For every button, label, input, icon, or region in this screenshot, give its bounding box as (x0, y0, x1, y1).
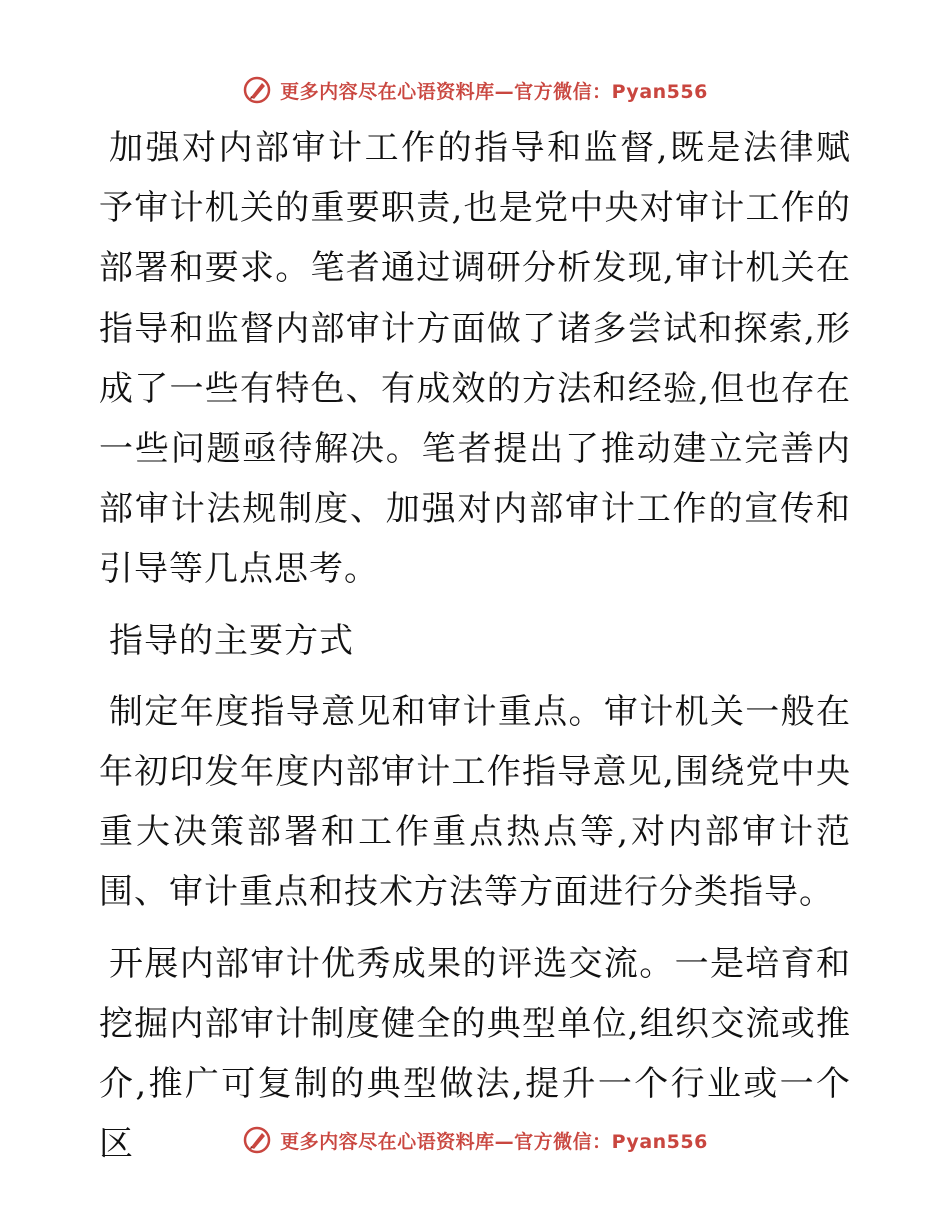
intro-paragraph: 加强对内部审计工作的指导和监督,既是法律赋予审计机关的重要职责,也是党中央对审计工作的部署和要求。笔者通过调研分析发现,审计机关在指导和监督内部审计方面做了诸多尝试和探索,形成了一些有特色、有成效的方法和经验,但也存在一些问题亟待解决。笔者提出了推动建立完善内部审计法规制度、加强对内部审计工作的宣传和引导等几点思考。 (99, 128, 851, 590)
paragraph-outstanding-results: 开展内部审计优秀成果的评选交流。一是培育和挖掘内部审计制度健全的典型单位,组织交流或推介,推广可复制的典型做法,提升一个行业或一个区 (99, 943, 851, 1165)
pen-seal-icon (242, 75, 272, 105)
header-banner-text: 更多内容尽在心语资料库—官方微信：Pyan556 (280, 80, 708, 103)
section-heading: 指导的主要方式 (109, 620, 354, 661)
header-banner (0, 70, 950, 110)
paragraph-annual-guidance: 制定年度指导意见和审计重点。审计机关一般在年初印发年度内部审计工作指导意见,围绕党中央重大决策部署和工作重点热点等,对内部审计范围、审计重点和技术方法等方面进行分类指导。 (99, 691, 851, 913)
footer-banner (0, 1120, 950, 1160)
footer-banner-text: 更多内容尽在心语资料库—官方微信：Pyan556 (280, 1130, 708, 1153)
pen-seal-icon (242, 1125, 272, 1155)
document-body (99, 118, 851, 1185)
